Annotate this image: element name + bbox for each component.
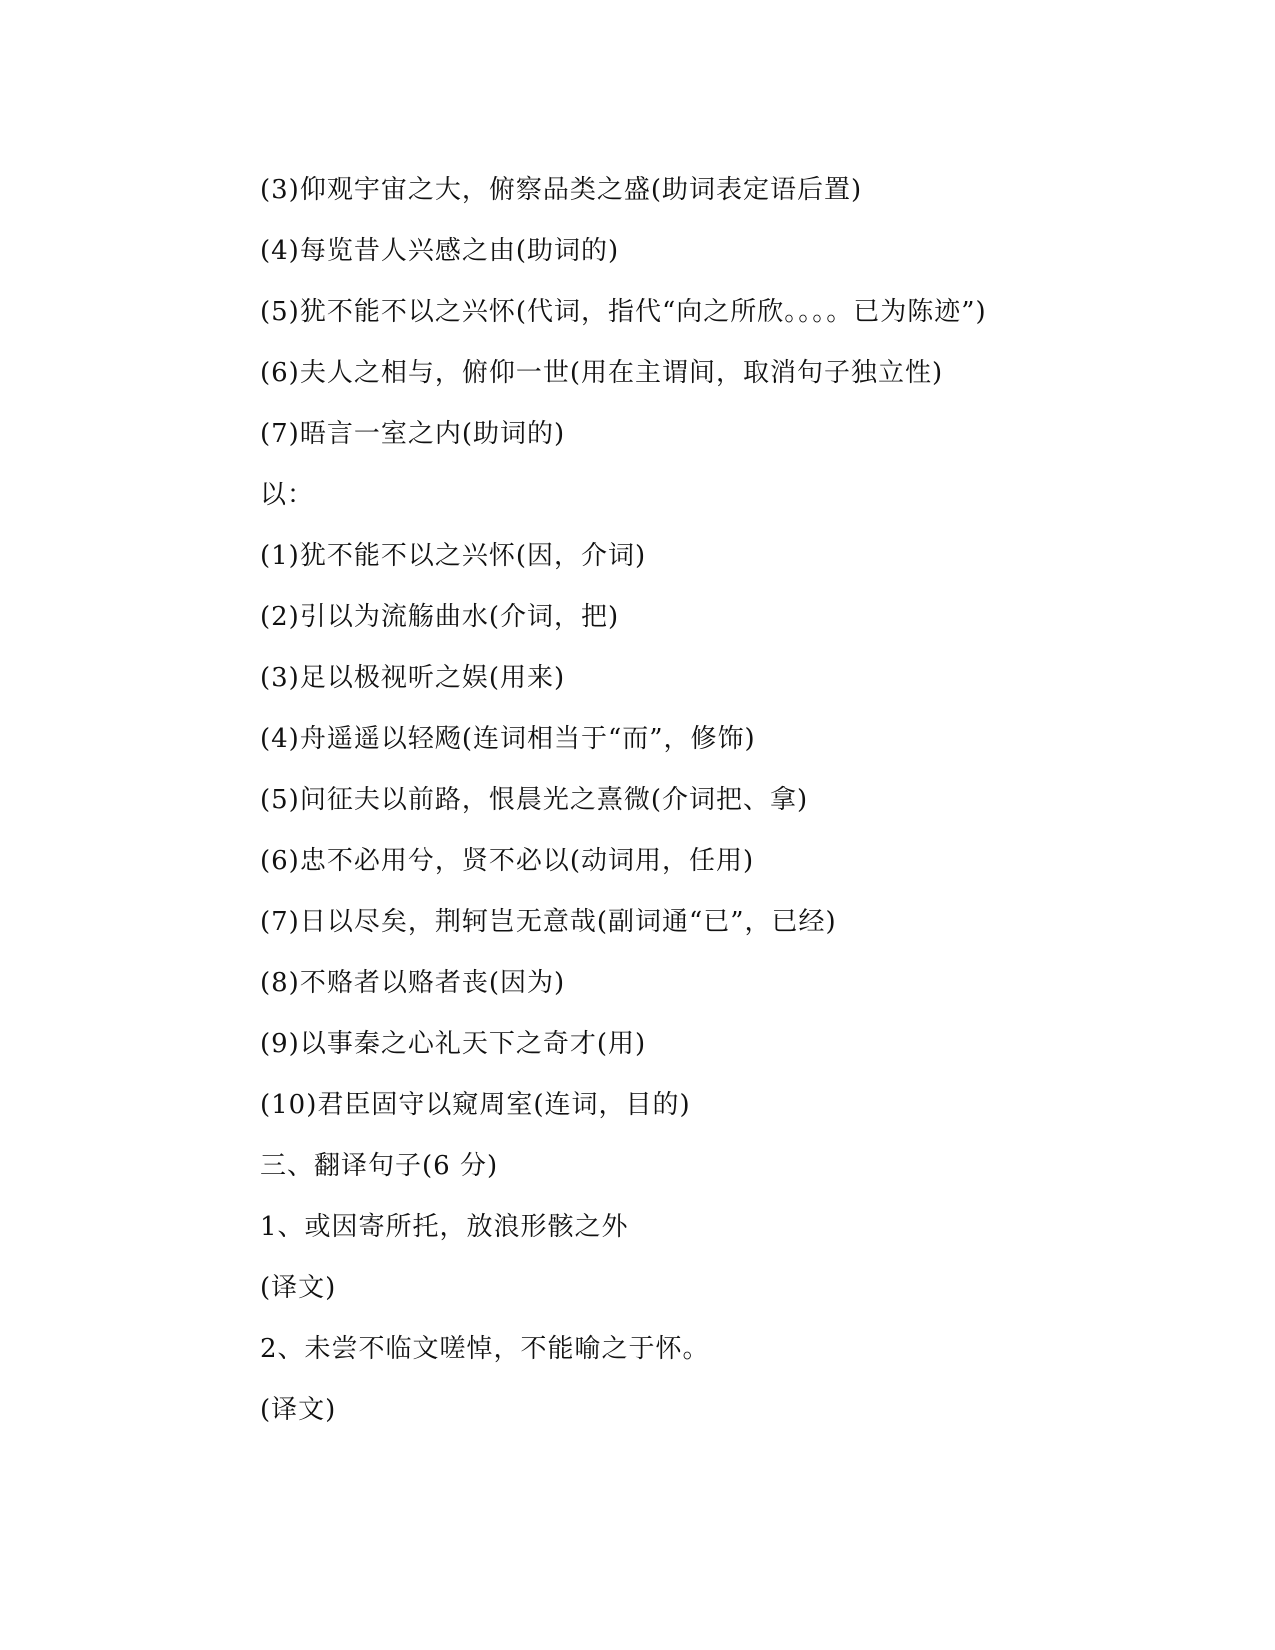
- text-line: (4)每览昔人兴感之由(助词的): [260, 236, 620, 266]
- text-line: (3)仰观宇宙之大，俯察品类之盛(助词表定语后置): [260, 175, 863, 205]
- text-line: (2)引以为流觞曲水(介词，把): [260, 602, 620, 632]
- translation-placeholder-1: (译文): [260, 1273, 337, 1303]
- text-line: (10)君臣固守以窥周室(连词，目的): [260, 1090, 691, 1120]
- text-line: (9)以事秦之心礼天下之奇才(用): [260, 1029, 647, 1059]
- text-line: (4)舟遥遥以轻飏(连词相当于“而”，修饰): [260, 724, 756, 754]
- text-line: (6)忠不必用兮，贤不必以(动词用，任用): [260, 846, 755, 876]
- translation-placeholder-2: (译文): [260, 1395, 337, 1425]
- question-2: 2、未尝不临文嗟悼，不能喻之于怀。: [260, 1334, 710, 1364]
- text-line: (6)夫人之相与，俯仰一世(用在主谓间，取消句子独立性): [260, 358, 944, 388]
- text-line: (5)犹不能不以之兴怀(代词，指代“向之所欣。。。。已为陈迹”): [260, 297, 987, 327]
- text-line: (7)日以尽矣，荆轲岂无意哉(副词通“已”，已经): [260, 907, 837, 937]
- text-line: (1)犹不能不以之兴怀(因，介词): [260, 541, 647, 571]
- question-1: 1、或因寄所托，放浪形骸之外: [260, 1212, 629, 1242]
- text-line: (8)不赂者以赂者丧(因为): [260, 968, 566, 998]
- text-line: (3)足以极视听之娱(用来): [260, 663, 566, 693]
- section-heading-yi: 以：: [260, 480, 315, 510]
- text-line: (5)问征夫以前路，恨晨光之熹微(介词把、拿): [260, 785, 809, 815]
- document-body: [260, 160, 1160, 1441]
- text-line: (7)晤言一室之内(助词的): [260, 419, 566, 449]
- section-heading-translation: 三、翻译句子(6 分): [260, 1151, 499, 1181]
